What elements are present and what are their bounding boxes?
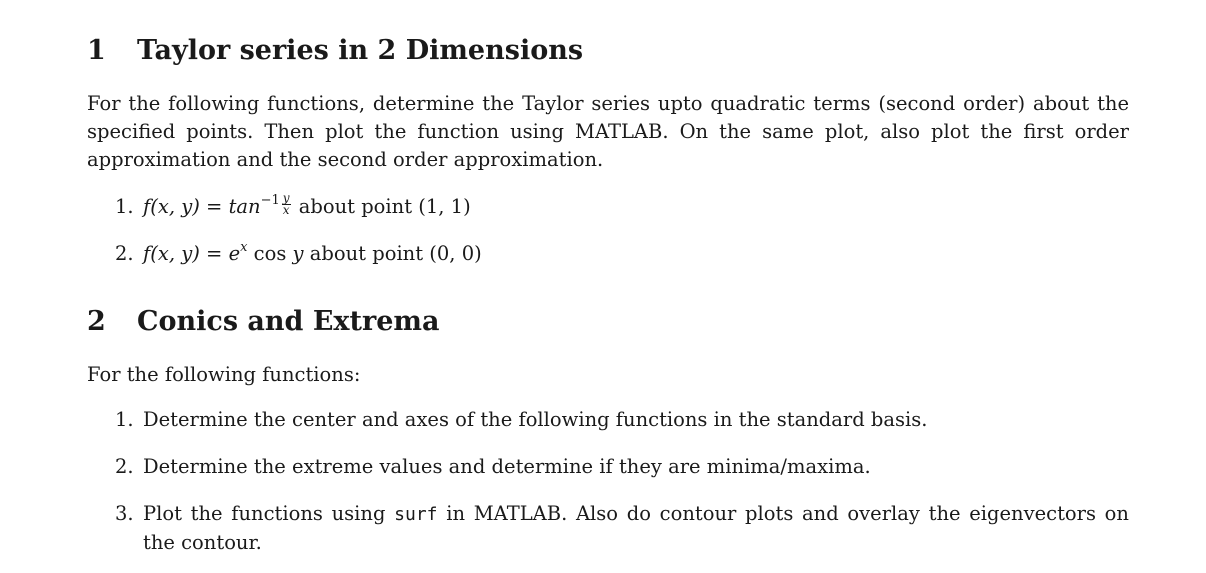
list-item-label: 1. bbox=[115, 408, 134, 431]
code-surf: surf bbox=[394, 504, 438, 525]
section-2-title: Conics and Extrema bbox=[137, 306, 440, 337]
section-1-number: 1 bbox=[87, 35, 106, 66]
formula-function: cos bbox=[247, 242, 293, 265]
item-tail-text: about point bbox=[303, 242, 430, 265]
formula-exponent: x bbox=[240, 240, 248, 255]
item-text-after: in MATLAB. Also do contour plots and overlay the eigenvectors on the contour. bbox=[143, 502, 1129, 554]
section-2-number: 2 bbox=[87, 306, 106, 337]
section-1-title: Taylor series in 2 Dimensions bbox=[137, 35, 584, 66]
section-1-item-2 bbox=[115, 240, 1129, 268]
section-1-item-1 bbox=[115, 193, 1129, 221]
list-item-label: 2. bbox=[115, 242, 134, 265]
fraction-denominator: x bbox=[282, 203, 290, 217]
list-item-label: 1. bbox=[115, 195, 134, 218]
item-point: (0, 0) bbox=[429, 242, 482, 265]
list-item-body bbox=[143, 240, 1129, 268]
formula-fraction bbox=[282, 193, 291, 216]
section-1-intro: For the following functions, determine the Taylor series upto quadratic terms (second order) about the specified points. Then plot the function using MATLAB. On the same plot, also plot the first order approximation and the second order approximation. bbox=[87, 92, 1129, 171]
section-2-item-1 bbox=[115, 406, 1129, 434]
section-1-heading bbox=[87, 37, 583, 64]
list-item-label: 2. bbox=[115, 455, 134, 478]
list-item-label: 3. bbox=[115, 502, 134, 525]
formula-exponent: −1 bbox=[260, 193, 280, 208]
section-2-item-3 bbox=[115, 500, 1129, 557]
fraction-numerator: y bbox=[282, 191, 290, 205]
list-item-body bbox=[143, 500, 1129, 557]
formula-lhs: f(x, y) = e bbox=[143, 242, 241, 265]
list-item-body: Determine the center and axes of the following functions in the standard basis. bbox=[143, 408, 928, 431]
section-2-intro: For the following functions: bbox=[87, 363, 361, 386]
formula-lhs: f(x, y) = tan bbox=[143, 195, 261, 218]
item-tail-text: about point bbox=[292, 195, 419, 218]
section-2-item-2 bbox=[115, 453, 1129, 481]
item-point: (1, 1) bbox=[418, 195, 471, 218]
list-item-body bbox=[143, 193, 1129, 221]
formula-variable: y bbox=[292, 242, 304, 265]
section-2-heading bbox=[87, 308, 439, 335]
item-text-before: Plot the functions using bbox=[143, 502, 395, 525]
list-item-body: Determine the extreme values and determine if they are minima/maxima. bbox=[143, 455, 871, 478]
